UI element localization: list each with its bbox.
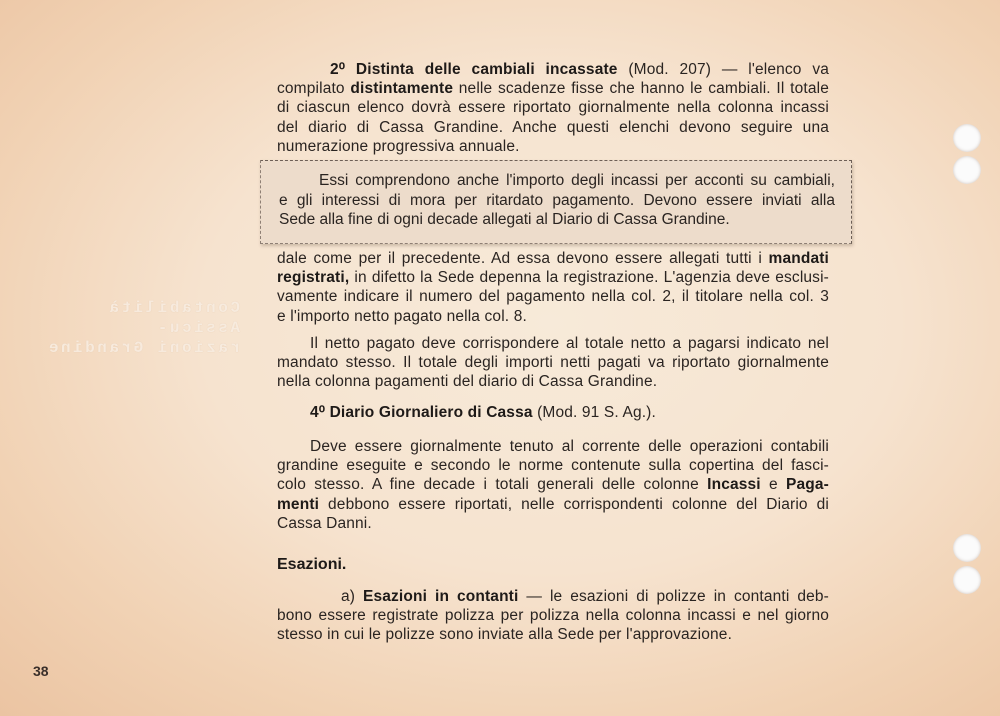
- emphasis-text: mandati: [768, 250, 829, 267]
- paragraph-line: stesso in cui le polizze sono inviate alla Sede per l'approvazione.: [277, 626, 733, 644]
- slip-line: Essi comprendono anche l'importo degli incassi per acconti su cambiali,: [319, 172, 835, 189]
- slip-text: [279, 171, 835, 230]
- emphasis-text: registrati,: [277, 269, 350, 287]
- paragraph-line: Deve essere giornalmente tenuto al corrente delle operazioni contabili: [310, 438, 829, 455]
- text-span: — le esazioni di polizze in contanti deb-: [518, 588, 829, 605]
- paragraph-netto-pagato: [277, 334, 829, 392]
- show-through-text: [30, 298, 240, 358]
- paragraph-mandati: [277, 249, 829, 326]
- section-title: 2⁰ Distinta delle cambiali incassate: [330, 61, 618, 78]
- paragraph-line: [277, 268, 829, 287]
- show-through-line-1: Contabilità Assicu-: [106, 299, 240, 337]
- punch-hole-3: [953, 534, 981, 562]
- paragraph-distinta-cambiali: [277, 60, 829, 156]
- paragraph-line: [277, 79, 829, 98]
- page-number: 38: [33, 663, 49, 679]
- paragraph-line: [277, 475, 829, 494]
- paragraph-esazioni-contanti: [277, 587, 829, 645]
- text-span: e: [760, 476, 787, 494]
- slip-line: Sede alla fine di ogni decade allegati al Diario di Cassa Grandine.: [279, 211, 730, 229]
- text-span: colo stesso. A fine decade i totali generali delle colonne: [277, 476, 708, 494]
- paragraph-line: e l'importo netto pagato nella col. 8.: [277, 307, 527, 325]
- emphasis-text: Paga-: [786, 476, 829, 494]
- paragraph-line: del diario di Cassa Grandine. Anche questi elenchi devono seguire una: [277, 118, 829, 136]
- text-span: (Mod. 91 S. Ag.).: [532, 404, 656, 421]
- emphasis-text: Incassi: [707, 476, 761, 494]
- text-span: (Mod. 207) — l'elenco va: [617, 61, 829, 78]
- paragraph-line: numerazione progressiva annuale.: [277, 137, 520, 155]
- show-through-line-2: razioni Grandine: [46, 339, 240, 357]
- paragraph-line: [277, 249, 829, 268]
- section-heading-esazioni: Esazioni.: [277, 556, 347, 573]
- paragraph-line: vamente indicare il numero del pagamento nella col. 2, il titolare nella col. 3: [277, 288, 829, 306]
- paragraph-line: mandato stesso. Il totale degli importi netti pagati va riportato giornalmente: [277, 354, 829, 372]
- emphasis-text: menti: [277, 495, 320, 513]
- paragraph-line: grandine eseguite e secondo le norme contenute sulla copertina del fasci-: [277, 457, 829, 475]
- section-title: 4⁰ Diario Giornaliero di Cassa: [310, 404, 533, 421]
- section-heading-diario: [310, 403, 830, 422]
- text-span: nelle scadenze fisse che hanno le cambiali. Il totale: [453, 80, 829, 98]
- text-span: a): [341, 588, 363, 605]
- punch-hole-2: [953, 156, 981, 184]
- punch-hole-4: [953, 566, 981, 594]
- text-span: in difetto la Sede depenna la registrazione. L'agenzia deve esclusi-: [349, 269, 829, 287]
- paragraph-diario-giornaliero: [277, 437, 829, 533]
- text-span: compilato: [277, 80, 351, 98]
- paragraph-line: Cassa Danni.: [277, 514, 372, 532]
- paragraph-line: bono essere registrate polizza per polizza nella colonna incassi e nel giorno: [277, 607, 829, 625]
- paragraph-line: [277, 495, 829, 514]
- paragraph-line: [277, 587, 829, 606]
- paragraph-line: Il netto pagato deve corrispondere al totale netto a pagarsi indicato nel: [310, 335, 829, 352]
- heading-line: [310, 403, 830, 422]
- paragraph-line: [277, 60, 829, 79]
- paragraph-line: di ciascun elenco dovrà essere riportato giornalmente nella colonna incassi: [277, 99, 829, 117]
- slip-line: e gli interessi di mora per ritardato pagamento. Devono essere inviati alla: [279, 191, 835, 209]
- emphasis-text: Esazioni in contanti: [363, 588, 519, 605]
- paragraph-line: nella colonna pagamenti del diario di Cassa Grandine.: [277, 373, 658, 391]
- emphasis-text: distintamente: [350, 80, 454, 98]
- text-span: debbono essere riportati, nelle corrispondenti colonne del Diario di: [319, 495, 829, 513]
- punch-hole-1: [953, 124, 981, 152]
- text-span: dale come per il precedente. Ad essa devono essere allegati tutti i: [277, 250, 769, 267]
- pasted-note-slip: [260, 160, 852, 244]
